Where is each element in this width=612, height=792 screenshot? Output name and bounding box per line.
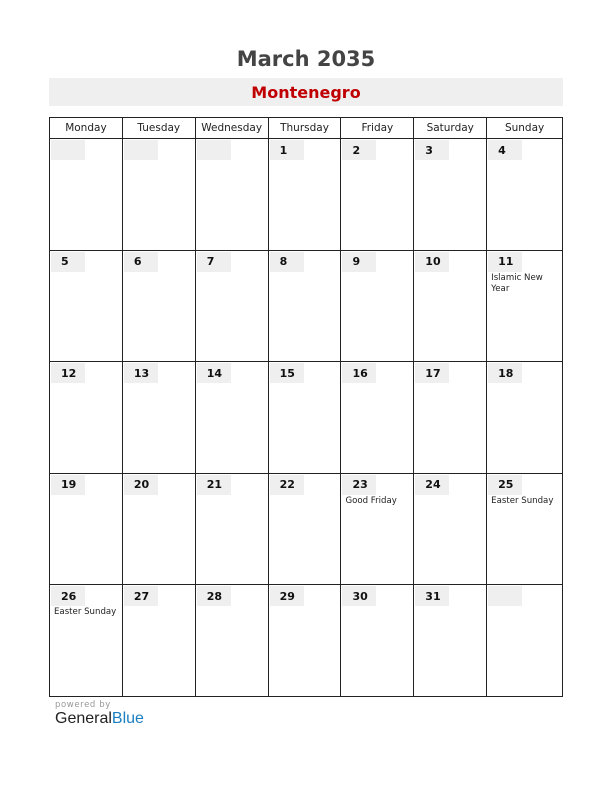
day-number: 1 [270, 140, 304, 160]
day-number: 4 [488, 140, 522, 160]
day-number: 5 [51, 252, 85, 272]
day-cell [487, 585, 563, 697]
week-row [50, 139, 563, 251]
brand-logo [55, 710, 144, 728]
day-cell [341, 139, 414, 251]
weekday-label: Saturday [414, 118, 487, 139]
day-cell [269, 585, 342, 697]
weekday-label: Monday [50, 118, 123, 139]
day-cell [414, 251, 487, 363]
day-cell [123, 139, 196, 251]
day-number: 9 [342, 252, 376, 272]
day-cell [414, 362, 487, 474]
day-number: 7 [197, 252, 231, 272]
day-cell [196, 474, 269, 586]
weekday-label: Tuesday [123, 118, 196, 139]
day-cell [123, 585, 196, 697]
day-number: 22 [270, 475, 304, 495]
day-number [124, 140, 158, 160]
day-cell [414, 139, 487, 251]
day-number: 8 [270, 252, 304, 272]
day-number: 11 [488, 252, 522, 272]
day-cell [269, 474, 342, 586]
brand-blue: Blue [111, 710, 144, 727]
weekday-header [50, 118, 563, 139]
day-number: 16 [342, 363, 376, 383]
week-row [50, 474, 563, 586]
day-cell [50, 474, 123, 586]
day-cell [487, 251, 563, 363]
day-cell [269, 251, 342, 363]
day-cell [414, 474, 487, 586]
day-cell [50, 362, 123, 474]
day-number: 19 [51, 475, 85, 495]
holiday-label: Good Friday [345, 495, 397, 506]
day-cell [196, 362, 269, 474]
weekday-label: Friday [341, 118, 414, 139]
holiday-label: Islamic New Year [491, 272, 543, 295]
day-number: 27 [124, 586, 158, 606]
powered-by-text: powered by [55, 700, 111, 710]
day-cell [196, 251, 269, 363]
day-number: 24 [415, 475, 449, 495]
day-number: 31 [415, 586, 449, 606]
weekday-label: Sunday [487, 118, 563, 139]
day-cell [341, 362, 414, 474]
week-row [50, 251, 563, 363]
day-cell [487, 139, 563, 251]
day-cell [50, 139, 123, 251]
weekday-label: Thursday [269, 118, 342, 139]
day-number: 12 [51, 363, 85, 383]
day-number: 6 [124, 252, 158, 272]
day-number: 20 [124, 475, 158, 495]
day-cell [341, 585, 414, 697]
day-cell [341, 251, 414, 363]
day-cell [123, 362, 196, 474]
day-cell [269, 139, 342, 251]
weekday-label: Wednesday [196, 118, 269, 139]
day-cell [123, 474, 196, 586]
day-number [197, 140, 231, 160]
country-name: Montenegro [251, 82, 361, 102]
day-number: 28 [197, 586, 231, 606]
day-number: 3 [415, 140, 449, 160]
day-cell [487, 362, 563, 474]
day-cell [196, 585, 269, 697]
day-number: 14 [197, 363, 231, 383]
day-number: 23 [342, 475, 376, 495]
weeks-container [50, 139, 563, 697]
footer [55, 700, 144, 728]
day-number: 21 [197, 475, 231, 495]
holiday-label: Easter Sunday [491, 495, 554, 506]
calendar-grid [49, 117, 563, 697]
day-cell [50, 251, 123, 363]
page-title: March 2035 [236, 47, 376, 71]
day-number: 18 [488, 363, 522, 383]
country-banner [49, 78, 563, 106]
day-cell [123, 251, 196, 363]
day-number: 10 [415, 252, 449, 272]
day-number [488, 586, 522, 606]
week-row [50, 362, 563, 474]
day-cell [414, 585, 487, 697]
day-number: 17 [415, 363, 449, 383]
day-number: 13 [124, 363, 158, 383]
day-cell [50, 585, 123, 697]
day-number: 15 [270, 363, 304, 383]
day-cell [487, 474, 563, 586]
day-number: 26 [51, 586, 85, 606]
holiday-label: Easter Sunday [54, 607, 117, 618]
day-number: 30 [342, 586, 376, 606]
day-number: 29 [270, 586, 304, 606]
week-row [50, 585, 563, 697]
day-number: 25 [488, 475, 522, 495]
day-number: 2 [342, 140, 376, 160]
brand-general: General [55, 710, 112, 727]
day-number [51, 140, 85, 160]
day-cell [269, 362, 342, 474]
day-cell [341, 474, 414, 586]
day-cell [196, 139, 269, 251]
